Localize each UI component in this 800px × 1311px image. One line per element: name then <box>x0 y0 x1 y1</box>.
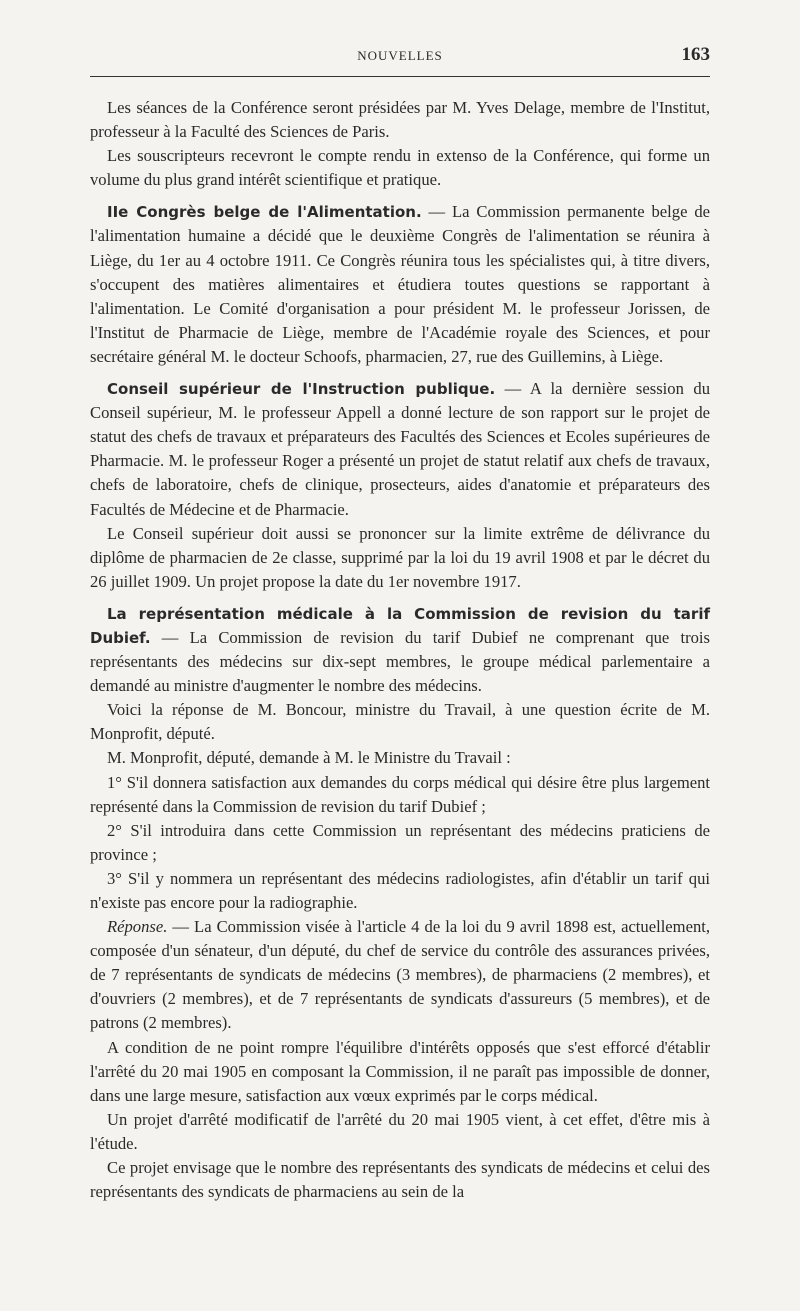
paragraph: 2° S'il introduira dans cette Commission un représentant des médecins praticiens de province ; <box>90 820 710 864</box>
section-heading: IIe Congrès belge de l'Alimentation. <box>107 203 422 222</box>
paragraph: Voici la réponse de M. Boncour, ministre du Travail, à une question écrite de M. Monprofit, député. <box>90 700 710 744</box>
paragraph: 3° S'il y nommera un représentant des médecins radiologistes, afin d'établir un tarif qui n'existe pas encore pour la radiographie. <box>90 868 710 912</box>
paragraph: Les séances de la Conférence seront présidées par M. Yves Delage, membre de l'Institut, professeur à la Faculté des Sciences de Paris. <box>90 98 710 142</box>
paragraph: La représentation médicale à la Commission de revision du tarif Dubief. — La Commission de revision du tarif Dubief ne comprenant que trois représentants des médecins sur dix-sept membres, le groupe médical parlementaire a demandé au ministre d'augmenter le nombre des médecins. <box>90 604 710 696</box>
article-body <box>90 96 710 1204</box>
page-number: 163 <box>681 44 710 65</box>
running-title: NOUVELLES <box>357 48 443 63</box>
paragraph: A condition de ne point rompre l'équilibre d'intérêts opposés que s'est efforcé d'établir l'arrêté du 20 mai 1905 en composant la Commission, il ne paraît pas impossible de donner, dans une large mesure, satisfaction aux vœux exprimés par le corps médical. <box>90 1037 710 1105</box>
paragraph: Conseil supérieur de l'Instruction publique. — A la dernière session du Conseil supérieur, M. le professeur Appell a donné lecture de son rapport sur le projet de statut des chefs de travaux et préparateurs des Facultés des Sciences et Ecoles supérieures de Pharmacie. M. le professeur Roger a présenté un projet de statut relatif aux chefs de travaux, chefs de laboratoire, chefs de clinique, prosecteurs, aides d'anatomie et préparateurs des Facultés de Médecine et de Pharmacie. <box>90 379 711 519</box>
paragraph: 1° S'il donnera satisfaction aux demandes du corps médical qui désire être plus largement représenté dans la Commission de revision du tarif Dubief ; <box>90 772 710 816</box>
paragraph: M. Monprofit, député, demande à M. le Ministre du Travail : <box>107 748 511 768</box>
paragraph: IIe Congrès belge de l'Alimentation. — La Commission permanente belge de l'alimentation humaine a décidé que le deuxième Congrès de l'alimentation se réunira à Liège, du 1er au 4 octobre 1911. Ce Congrès réunira tous les spécialistes qui, à titre divers, s'occupent des matières alimentaires et étudiera toutes questions se rapportant à l'alimentation. Le Comité d'organisation a pour président M. le professeur Jorissen, de l'Institut de Pharmacie de Liège, membre de l'Académie royale des Sciences, et pour secrétaire général M. le docteur Schoofs, pharmacien, 27, rue des Guillemins, à Liège. <box>90 202 710 366</box>
paragraph: Ce projet envisage que le nombre des représentants des syndicats de médecins et celui des représentants des syndicats de pharmaciens au sein de la <box>90 1158 710 1202</box>
page-header <box>90 44 710 77</box>
paragraph: Réponse. — La Commission visée à l'article 4 de la loi du 9 avril 1898 est, actuellement, composée d'un sénateur, d'un député, du chef de service du contrôle des assurances privées, de 7 représentants de syndicats de médecins (3 membres), de pharmaciens (2 membres), et d'ouvriers (2 membres), et de 7 représentants de syndicats d'assureurs (5 membres), et de patrons (2 membres). <box>90 917 710 1033</box>
paragraph: Les souscripteurs recevront le compte rendu in extenso de la Conférence, qui forme un volume du plus grand intérêt scientifique et pratique. <box>90 146 710 190</box>
section-heading: Conseil supérieur de l'Instruction publique. <box>107 380 496 399</box>
section-heading: La représentation médicale à la Commission de revision du tarif Dubief. <box>90 604 710 647</box>
reply-label: Réponse. <box>107 917 168 937</box>
paragraph: Un projet d'arrêté modificatif de l'arrêté du 20 mai 1905 vient, à cet effet, d'être mis à l'étude. <box>90 1109 710 1153</box>
paragraph: Le Conseil supérieur doit aussi se prononcer sur la limite extrême de délivrance du diplôme de pharmacien de 2e classe, supprimé par la loi du 19 avril 1908 et par le décret du 26 juillet 1909. Un projet propose la date du 1er novembre 1917. <box>90 523 710 591</box>
